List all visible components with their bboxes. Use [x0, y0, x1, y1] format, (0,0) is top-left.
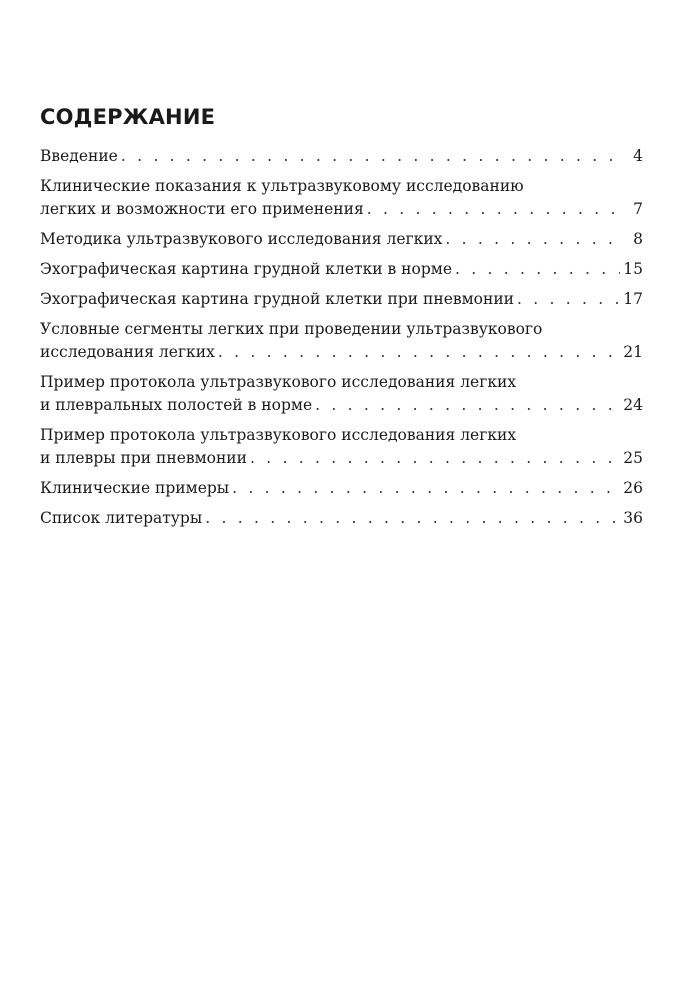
- dot-leader: [121, 145, 622, 168]
- toc-page-number: 24: [623, 396, 643, 414]
- toc-entry-references[interactable]: [40, 507, 643, 530]
- toc-page-number: 17: [623, 290, 643, 308]
- toc-entry-introduction[interactable]: [40, 145, 643, 168]
- document-page: [40, 100, 643, 537]
- dot-leader: [445, 228, 622, 251]
- toc-entry-line: [40, 145, 643, 168]
- toc-entry-line: [40, 341, 643, 364]
- toc-entry-line: [40, 288, 643, 311]
- toc-entry-title: Список литературы: [40, 509, 203, 527]
- toc-entry-line: [40, 477, 643, 500]
- toc-list: [40, 145, 643, 530]
- toc-entry-title: Методика ультразвукового исследования легких: [40, 230, 443, 248]
- toc-page-number: 26: [623, 479, 643, 497]
- dot-leader: [367, 198, 622, 221]
- toc-entry-title-line-1: Пример протокола ультразвукового исследования легких: [40, 373, 517, 391]
- toc-entry-line: [40, 228, 643, 251]
- toc-entry-title: Эхографическая картина грудной клетки в норме: [40, 260, 452, 278]
- toc-entry-clinical-indications[interactable]: [40, 175, 643, 221]
- dot-leader: [218, 341, 620, 364]
- toc-page-number: 21: [623, 343, 643, 361]
- toc-page-number: 25: [623, 449, 643, 467]
- toc-page-number: 36: [623, 509, 643, 527]
- toc-entry-title-line-2: и плевральных полостей в норме: [40, 396, 313, 414]
- toc-entry-line: [40, 394, 643, 417]
- dot-leader: [315, 394, 620, 417]
- dot-leader: [517, 288, 620, 311]
- toc-entry-title-line-2: легких и возможности его применения: [40, 200, 364, 218]
- toc-entry-protocol-pneumonia[interactable]: [40, 424, 643, 470]
- toc-entry-line: [40, 447, 643, 470]
- toc-entry-line: [40, 198, 643, 221]
- toc-page-number: 15: [623, 260, 643, 278]
- toc-entry-pneumonia-chest-echography[interactable]: [40, 288, 643, 311]
- dot-leader: [455, 258, 620, 281]
- dot-leader: [250, 447, 620, 470]
- dot-leader: [205, 507, 620, 530]
- toc-entry-title: Введение: [40, 147, 118, 165]
- toc-entry-line: [40, 258, 643, 281]
- toc-entry-lung-segments[interactable]: [40, 318, 643, 364]
- toc-entry-title-line-1: Условные сегменты легких при проведении ультразвукового: [40, 320, 543, 338]
- toc-page-number: 4: [633, 147, 643, 165]
- toc-page-number: 7: [633, 200, 643, 218]
- toc-entry-title-line-2: исследования легких: [40, 343, 215, 361]
- toc-entry-title: Эхографическая картина грудной клетки при пневмонии: [40, 290, 514, 308]
- toc-entry-title-line-2: и плевры при пневмонии: [40, 449, 247, 467]
- toc-entry-title-line-1: Клинические показания к ультразвуковому исследованию: [40, 177, 524, 195]
- toc-entry-normal-chest-echography[interactable]: [40, 258, 643, 281]
- toc-entry-methodology[interactable]: [40, 228, 643, 251]
- toc-title: СОДЕРЖАНИЕ: [40, 105, 216, 129]
- dot-leader: [232, 477, 620, 500]
- toc-entry-title: Клинические примеры: [40, 479, 230, 497]
- toc-entry-title-line-1: Пример протокола ультразвукового исследования легких: [40, 426, 517, 444]
- toc-page-number: 8: [633, 230, 643, 248]
- toc-entry-clinical-examples[interactable]: [40, 477, 643, 500]
- toc-entry-line: [40, 507, 643, 530]
- toc-entry-protocol-normal[interactable]: [40, 371, 643, 417]
